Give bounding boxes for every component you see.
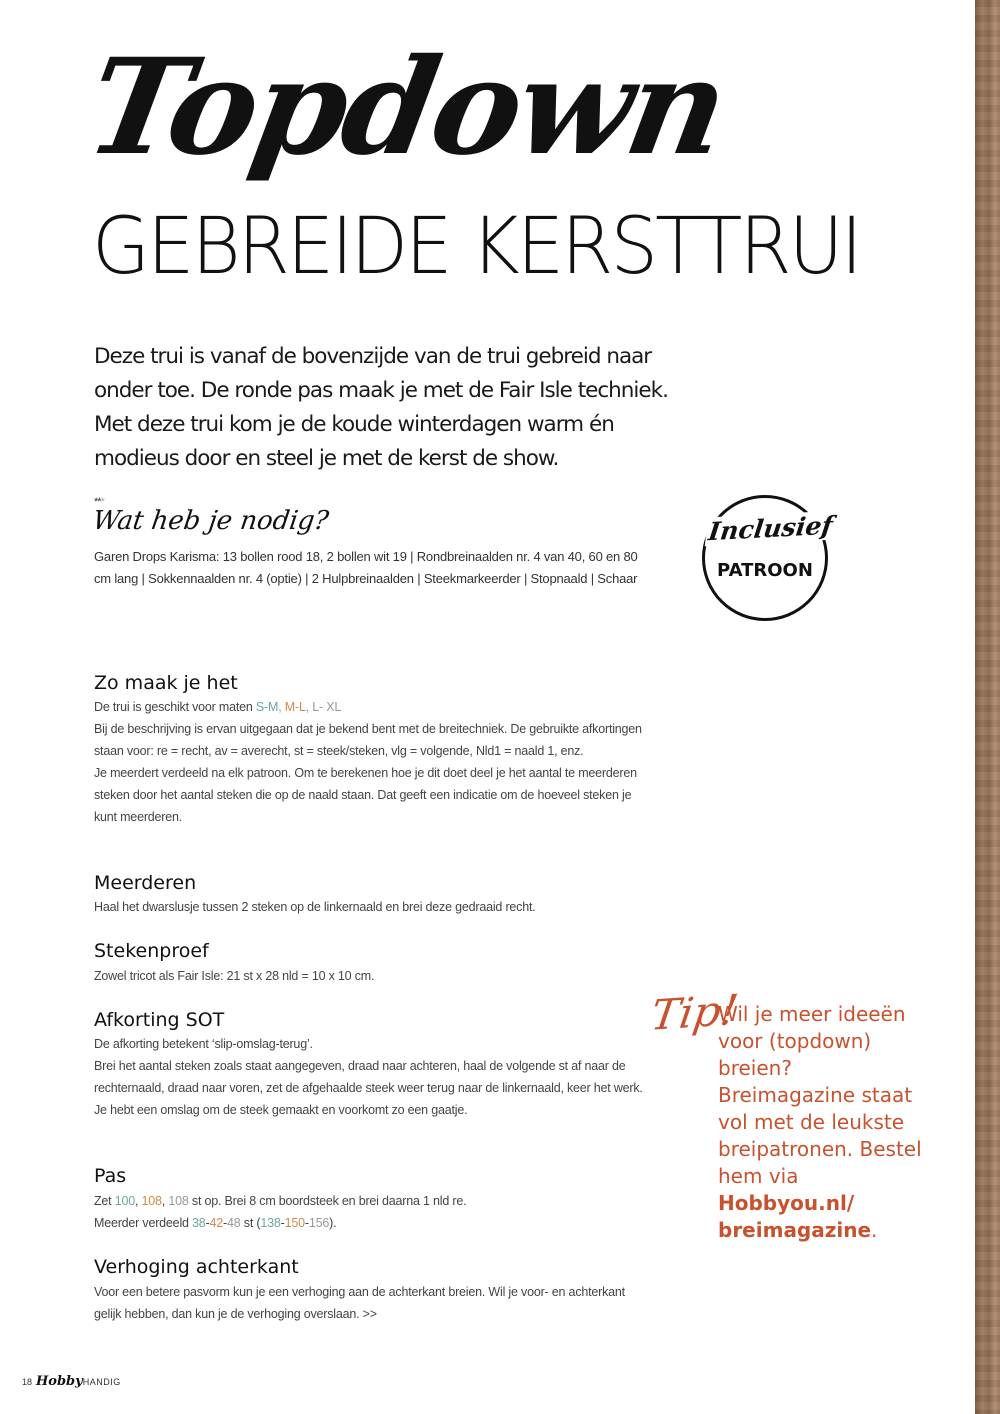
section-heading-sot: Afkorting SOT	[94, 1009, 225, 1031]
section-heading-meerderen: Meerderen	[94, 872, 197, 894]
section-text-sot: De afkorting betekent ‘slip-omslag-terug’. Brei het aantal steken zoals staat aangegeven, draad naar achteren, haal de volgende st af naar de rechternaald, draad naar voren, zet de afgehaalde steek weer terug naar de linkernaald, keer het werk. Je hebt een omslag om de steek gemaakt en voorkomt zo een gaatje.	[94, 1037, 643, 1117]
tip-link[interactable]: Hobbyou.nl/ breimagazine	[718, 1191, 872, 1242]
section-text-make: De trui is geschikt voor maten S-M, M-L, L- XL Bij de beschrijving is ervan uitgegaan dat je bekend bent met de breitechniek. De gebruikte afkortingen staan voor: re = recht, av = averecht, st = steek/steken, vlg = volgende, Nld1 = naald 1, enz. Je meerdert verdeeld na elk patroon. Om te berekenen hoe je dit doet deel je het aantal te meerderen steken door het aantal steken die op de naald staan. Dat geeft een indicatie om de hoeveel steken je kunt meerderen.	[94, 700, 642, 824]
wood-edge	[975, 0, 1000, 1414]
magazine-logo-suffix: HANDIG	[82, 1377, 121, 1387]
page-number: 18	[22, 1377, 33, 1387]
intro-text: Deze trui is vanaf de bovenzijde van de trui gebreid naar onder toe. De ronde pas maak je met de Fair Isle techniek. Met deze trui kom je de koude winterdagen warm én modieus door en steel je met de kerst de show.	[94, 344, 668, 471]
title-script: Topdown	[76, 30, 737, 185]
section-heading-stekenproef: Stekenproef	[94, 940, 209, 962]
magazine-logo: Hobby	[36, 1374, 83, 1389]
page-title: GEBREIDE KERSTTRUI	[92, 202, 860, 292]
needs-text: Garen Drops Karisma: 13 bollen rood 18, 2 bollen wit 19 | Rondbreinaalden nr. 4 van 40, 60 en 80 cm lang | Sokkennaalden nr. 4 (optie) | 2 Hulpbreinaalden | Steekmarkeerder | Stopnaald | Schaar	[94, 549, 638, 586]
tip-script: Tip!	[647, 985, 742, 1040]
badge-script: Inclusief	[705, 511, 837, 547]
section-text-stekenproef: Zowel tricot als Fair Isle: 21 st x 28 nld = 10 x 10 cm.	[94, 969, 375, 983]
section-heading-verhoging: Verhoging achterkant	[94, 1256, 299, 1278]
difficulty-stars: ***	[94, 496, 104, 508]
section-text-verhoging: Voor een betere pasvorm kun je een verhoging aan de achterkant breien. Wil je voor- en achterkant gelijk hebben, dan kun je de verhoging overslaan. >>	[94, 1285, 625, 1321]
section-heading-make: Zo maak je het	[94, 672, 238, 694]
section-text-pas: Zet 100, 108, 108 st op. Brei 8 cm boordsteek en brei daarna 1 nld re. Meerder verdeeld 38-42-48 st (138-150-156).	[94, 1194, 467, 1230]
page-footer	[22, 1374, 121, 1389]
needs-title: Wat heb je nodig?	[90, 506, 331, 536]
badge-label: PATROON	[717, 560, 813, 581]
section-heading-pas: Pas	[94, 1165, 127, 1187]
tip-text: Wil je meer ideeën voor (topdown) breien? Breimagazine staat vol met de leukste breipatronen. Bestel hem via Hobbyou.nl/ breimagazine.	[718, 1002, 922, 1242]
section-text-meerderen: Haal het dwarslusje tussen 2 steken op de linkernaald en brei deze gedraaid recht.	[94, 900, 536, 914]
